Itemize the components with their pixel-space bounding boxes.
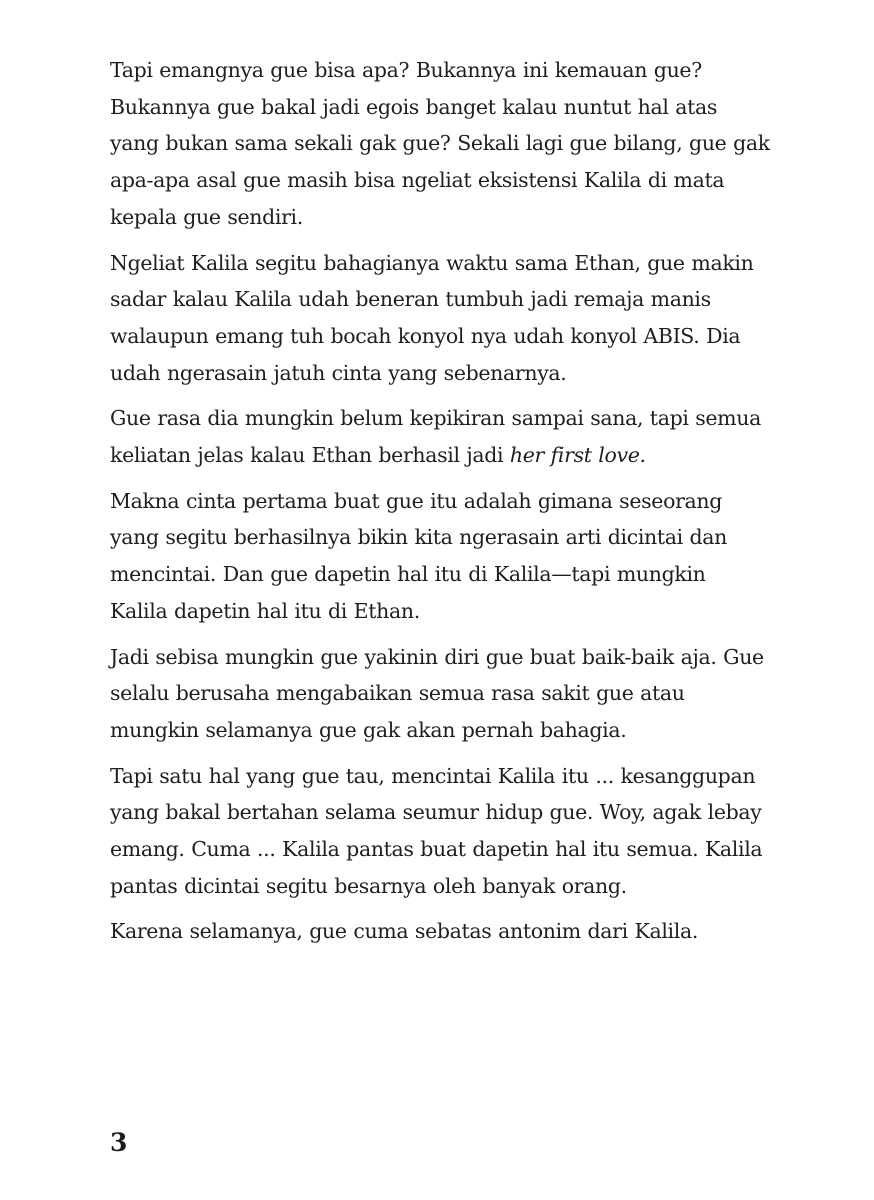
paragraph [110,400,760,473]
body-text [110,52,770,959]
text-line: yang segitu berhasilnya bikin kita ngerasain arti dicintai dan [110,525,728,550]
text-line: walaupun emang tuh bocah konyol nya udah konyol ABIS. Dia [110,323,741,348]
text-line [110,437,760,474]
text-line: Bukannya gue bakal jadi egois banget kalau nuntut hal atas [110,94,718,119]
text-line: sadar kalau Kalila udah beneran tumbuh jadi remaja manis [110,287,711,312]
text-line: yang bakal bertahan selama seumur hidup gue. Woy, agak lebay [110,800,762,825]
text-line: apa-apa asal gue masih bisa ngeliat eksistensi Kalila di mata [110,168,725,193]
text-line: selalu berusaha mengabaikan semua rasa sakit gue atau [110,681,685,706]
text-line: Tapi emangnya gue bisa apa? Bukannya ini kemauan gue? [110,58,702,82]
text-line-segment: keliatan jelas kalau Ethan berhasil jadi [110,443,510,468]
paragraph [110,639,764,749]
text-line: mungkin selamanya gue gak akan pernah bahagia. [110,717,627,742]
text-line: Tapi satu hal yang gue tau, mencintai Kalila itu ... kesanggupan [110,763,756,788]
text-line: mencintai. Dan gue dapetin hal itu di Kalila—tapi mungkin [110,562,706,587]
text-line: Jadi sebisa mungkin gue yakinin diri gue buat baik-baik aja. Gue [110,644,764,669]
text-line: emang. Cuma ... Kalila pantas buat dapetin hal itu semua. Kalila [110,837,763,862]
paragraph [110,245,760,392]
paragraph [110,758,763,905]
text-line: yang bukan sama sekali gak gue? Sekali lagi gue bilang, gue gak [110,131,770,156]
text-line: Kalila dapetin hal itu di Ethan. [110,598,420,623]
paragraph [110,52,770,236]
page-number: 3 [110,1128,128,1157]
text-line: Karena selamanya, gue cuma sebatas antonim dari Kalila. [110,919,698,944]
text-line: udah ngerasain jatuh cinta yang sebenarnya. [110,360,567,385]
paragraph [110,913,760,950]
text-line: Makna cinta pertama buat gue itu adalah gimana seseorang [110,488,723,513]
italic-phrase: her first love. [509,443,646,468]
text-line: kepala gue sendiri. [110,204,303,229]
text-line: Ngeliat Kalila segitu bahagianya waktu sama Ethan, gue makin [110,250,754,275]
paragraph [110,483,760,630]
text-line: pantas dicintai segitu besarnya oleh banyak orang. [110,873,627,898]
text-line: Gue rasa dia mungkin belum kepikiran sampai sana, tapi semua [110,406,761,431]
